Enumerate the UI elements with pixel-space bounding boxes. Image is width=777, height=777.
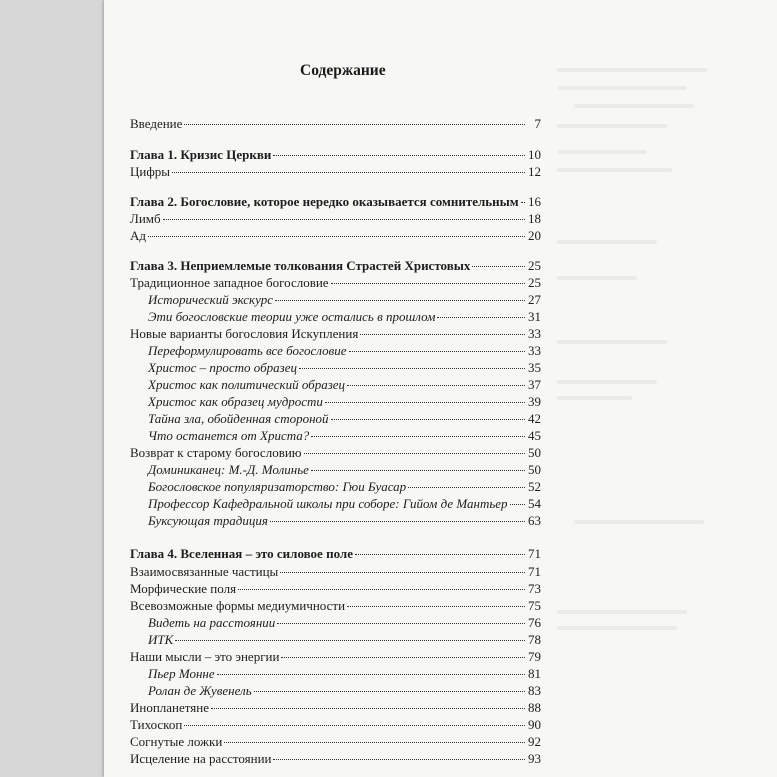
toc-subentry: Христос как политический образец 37 [148,377,541,392]
toc-subentry: Видеть на расстоянии 76 [148,615,541,630]
toc-subentry: Пьер Монне 81 [148,666,541,681]
toc-entry: Традиционное западное богословие 25 [130,275,541,290]
toc-subentry: Исторический экскурс 27 [148,292,541,307]
toc-subentry: ИТК 78 [148,632,541,647]
toc-chapter-entry: Глава 2. Богословие, которое нередко оказывается сомнительным 16 [130,194,541,209]
toc-subentry: Профессор Кафедральной школы при соборе: Гийом де Мантьер 54 [148,496,541,511]
toc-subentry: Буксующая традиция 63 [148,513,541,528]
toc-entry: Лимб 18 [130,211,541,226]
toc-entry: Введение 7 [130,116,541,131]
toc-subentry: Христос – просто образец 35 [148,360,541,375]
toc-chapter-entry: Глава 3. Неприемлемые толкования Страстей Христовых 25 [130,258,541,273]
toc-entry: Морфические поля 73 [130,581,541,596]
toc-subentry: Доминиканец: М.-Д. Молинье 50 [148,462,541,477]
toc-subentry: Ролан де Жувенель 83 [148,683,541,698]
toc-entry: Новые варианты богословия Искупления 33 [130,326,541,341]
toc-entry: Тихоскоп 90 [130,717,541,732]
toc-entry: Цифры 12 [130,164,541,179]
toc-subentry: Переформулировать все богословие 33 [148,343,541,358]
toc-entry: Возврат к старому богословию 50 [130,445,541,460]
toc-entry: Наши мысли – это энергии 79 [130,649,541,664]
toc-entry: Взаимосвязанные частицы 71 [130,564,541,579]
toc-chapter-entry: Глава 4. Вселенная – это силовое поле 71 [130,546,541,561]
toc-subentry: Что останется от Христа? 45 [148,428,541,443]
toc-subentry: Богословское популяризаторство: Гюи Буасар 52 [148,479,541,494]
toc-entry: Инопланетяне 88 [130,700,541,715]
toc-subentry: Эти богословские теории уже остались в прошлом 31 [148,309,541,324]
toc-entry: Ад 20 [130,228,541,243]
toc-entry: Согнутые ложки 92 [130,734,541,749]
toc-entry: Исцеление на расстоянии 93 [130,751,541,766]
toc-chapter-entry: Глава 1. Кризис Церкви 10 [130,147,541,162]
toc-entry: Всевозможные формы медиумичности 75 [130,598,541,613]
page-title: Содержание [300,62,386,79]
toc-subentry: Тайна зла, обойденная стороной 42 [148,411,541,426]
toc-subentry: Христос как образец мудрости 39 [148,394,541,409]
